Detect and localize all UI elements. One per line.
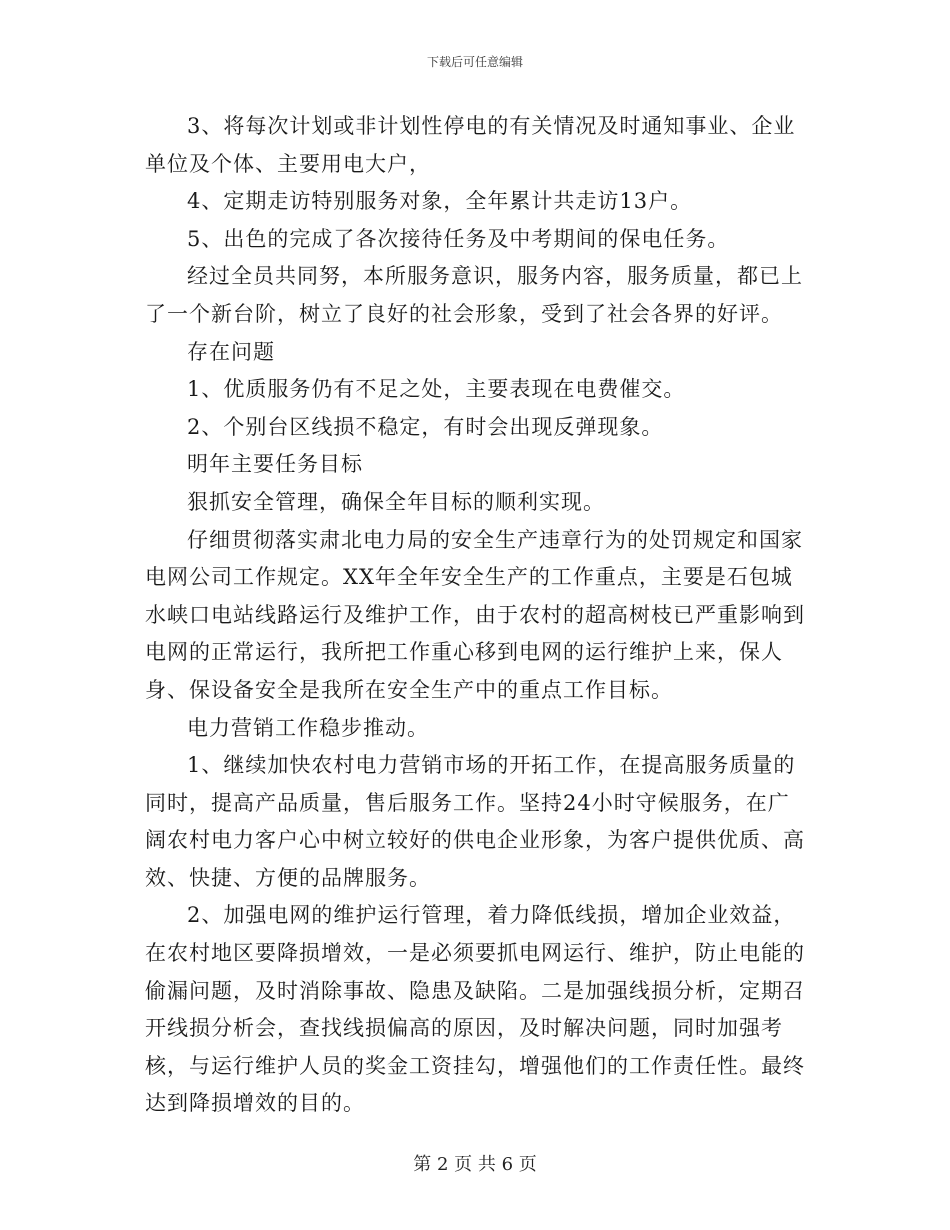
paragraph-summary: 经过全员共同努，本所服务意识，服务内容，服务质量，都已上了一个新台阶，树立了良好的社会形象，受到了社会各界的好评。 [145,264,803,326]
paragraph-safety-detail: 仔细贯彻落实肃北电力局的安全生产违章行为的处罚规定和国家电网公司工作规定。XX年全年安全生产的工作重点，主要是石包城水峡口电站线路运行及维护工作，由于农村的超高树枝已严重影响到电网的正常运行，我所把工作重心移到电网的运行维护上来，保人身、保设备安全是我所在安全生产中的重点工作目标。 [145,527,805,702]
page-footer: 第 2 页 共 6 页 [413,1154,537,1175]
paragraph-safety-goal: 狠抓安全管理，确保全年目标的顺利实现。 [187,489,605,514]
paragraph-marketing-2: 2、加强电网的维护运行管理，着力降低线损，增加企业效益，在农村地区要降损增效，一是必须要抓电网运行、维护，防止电能的偷漏问题，及时消除事故、隐患及缺陷。二是加强线损分析，定期召开线损分析会，查找线损偏高的原因，及时解决问题，同时加强考核，与运行维护人员的奖金工资挂勾，增强他们的工作责任性。最终达到降损增效的目的。 [145,903,805,1116]
paragraph-problem-1: 1、优质服务仍有不足之处，主要表现在电费催交。 [187,377,686,402]
paragraph-item-5: 5、出色的完成了各次接待任务及中考期间的保电任务。 [187,226,730,251]
section-heading-problems: 存在问题 [187,339,275,364]
paragraph-item-3: 3、将每次计划或非计划性停电的有关情况及时通知事业、企业单位及个体、主要用电大户， [145,114,796,176]
document-body [145,108,810,1123]
paragraph-item-4: 4、定期走访特别服务对象，全年累计共走访13户。 [187,189,693,214]
section-heading-marketing: 电力营销工作稳步推动。 [187,715,429,740]
paragraph-marketing-1: 1、继续加快农村电力营销市场的开拓工作，在提高服务质量的同时，提高产品质量，售后服务工作。坚持24小时守候服务，在广阔农村电力客户心中树立较好的供电企业形象，为客户提供优质、高效、快捷、方便的品牌服务。 [145,753,805,890]
page-header: 下载后可任意编辑 [426,55,523,69]
paragraph-problem-2: 2、个别台区线损不稳定，有时会出现反弹现象。 [187,414,664,439]
section-heading-goals: 明年主要任务目标 [187,452,363,477]
